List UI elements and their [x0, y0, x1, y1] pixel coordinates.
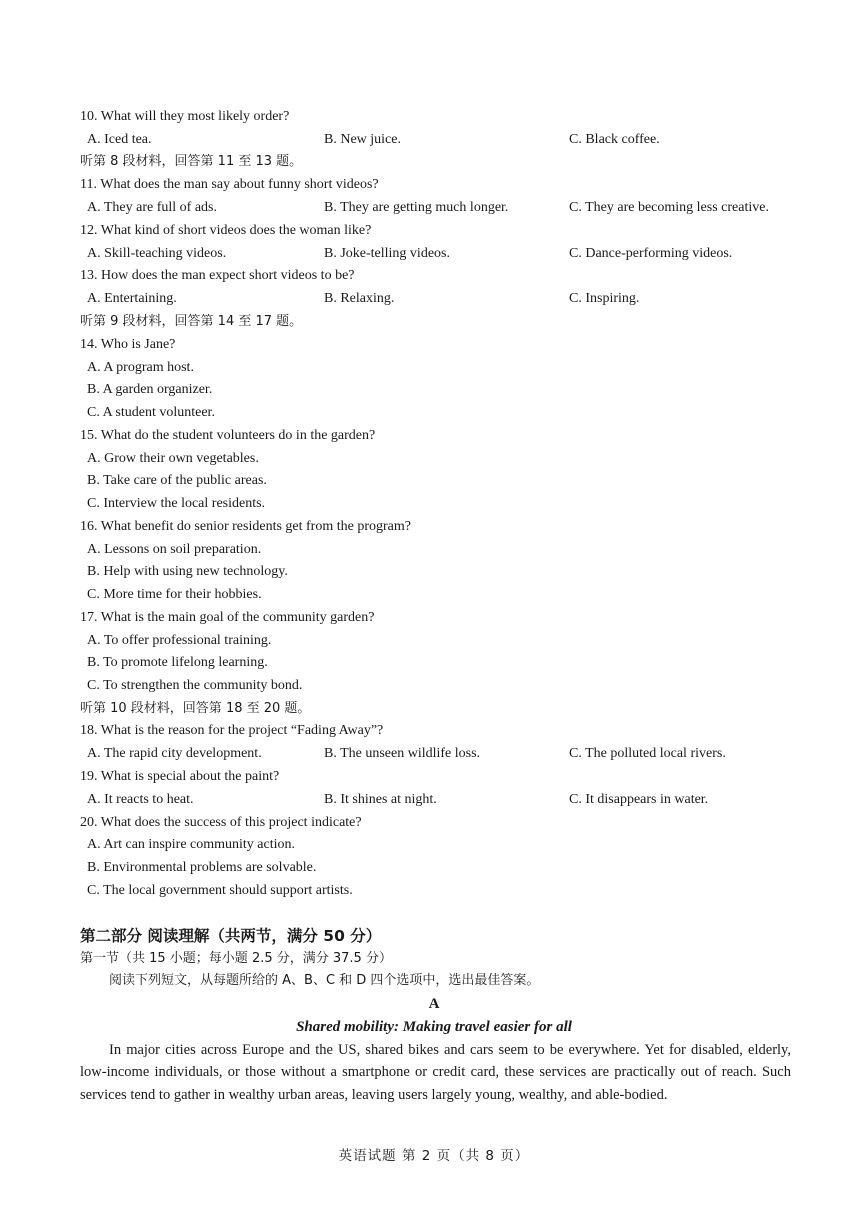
question-16: 16. What benefit do senior residents get from the program?: [80, 519, 411, 534]
q16-option-b: B. Help with using new technology.: [87, 564, 288, 579]
q16-option-c: C. More time for their hobbies.: [87, 587, 262, 602]
page-footer: 英语试题 第 2 页（共 8 页）: [338, 1148, 530, 1164]
question-12: 12. What kind of short videos does the woman like?: [80, 223, 372, 238]
q17-option-a: A. To offer professional training.: [87, 633, 272, 648]
q17-option-c: C. To strengthen the community bond.: [87, 678, 303, 693]
question-10: 10. What will they most likely order?: [80, 109, 290, 124]
q19-option-a: A. It reacts to heat.: [87, 792, 194, 807]
instruction-section-8: 听第 8 段材料，回答第 11 至 13 题。: [80, 154, 303, 169]
q19-option-c: C. It disappears in water.: [569, 792, 709, 807]
question-14: 14. Who is Jane?: [80, 337, 176, 352]
q14-option-c: C. A student volunteer.: [87, 405, 215, 420]
q14-option-a: A. A program host.: [87, 360, 194, 375]
q15-option-b: B. Take care of the public areas.: [87, 473, 267, 488]
q12-option-c: C. Dance-performing videos.: [569, 246, 733, 261]
question-20: 20. What does the success of this project indicate?: [80, 815, 362, 830]
reading-instruction: 阅读下列短文，从每题所给的 A、B、C 和 D 四个选项中，选出最佳答案。: [109, 973, 540, 988]
passage-letter: A: [428, 996, 440, 1012]
passage-title: Shared mobility: Making travel easier for all: [296, 1019, 572, 1035]
passage-paragraph: In major cities across Europe and the US, shared bikes and cars seem to be everywhere. Yet for disabled, elderly, low-income individuals, or those without a smartphone or credit card, these services are practically out of reach. Such services tend to gather in wealthy urban areas, leaving users largely young, wealthy, and able-bodied.: [80, 1042, 791, 1103]
q11-option-c: C. They are becoming less creative.: [569, 200, 769, 215]
q20-option-a: A. Art can inspire community action.: [87, 837, 296, 852]
section-one-heading: 第一节（共 15 小题；每小题 2.5 分，满分 37.5 分）: [80, 951, 392, 966]
q12-option-b: B. Joke-telling videos.: [324, 246, 450, 261]
question-17: 17. What is the main goal of the community garden?: [80, 610, 375, 625]
instruction-section-10: 听第 10 段材料，回答第 18 至 20 题。: [80, 701, 311, 716]
q18-option-b: B. The unseen wildlife loss.: [324, 746, 481, 761]
q20-option-c: C. The local government should support artists.: [87, 883, 353, 898]
question-11: 11. What does the man say about funny short videos?: [80, 177, 379, 192]
q10-option-a: A. Iced tea.: [87, 132, 152, 147]
instruction-section-9: 听第 9 段材料，回答第 14 至 17 题。: [80, 314, 303, 329]
q11-option-b: B. They are getting much longer.: [324, 200, 509, 215]
q16-option-a: A. Lessons on soil preparation.: [87, 542, 262, 557]
q11-option-a: A. They are full of ads.: [87, 200, 217, 215]
q20-option-b: B. Environmental problems are solvable.: [87, 860, 317, 875]
part-two-heading: 第二部分 阅读理解（共两节，满分 50 分）: [80, 927, 382, 945]
question-13: 13. How does the man expect short videos to be?: [80, 268, 355, 283]
q10-option-b: B. New juice.: [324, 132, 401, 147]
q10-option-c: C. Black coffee.: [569, 132, 660, 147]
q13-option-b: B. Relaxing.: [324, 291, 395, 306]
question-15: 15. What do the student volunteers do in the garden?: [80, 428, 376, 443]
q15-option-a: A. Grow their own vegetables.: [87, 451, 259, 466]
q18-option-c: C. The polluted local rivers.: [569, 746, 726, 761]
q17-option-b: B. To promote lifelong learning.: [87, 655, 268, 670]
question-18: 18. What is the reason for the project “Fading Away”?: [80, 723, 384, 738]
q13-option-c: C. Inspiring.: [569, 291, 640, 306]
q12-option-a: A. Skill-teaching videos.: [87, 246, 227, 261]
q19-option-b: B. It shines at night.: [324, 792, 437, 807]
q13-option-a: A. Entertaining.: [87, 291, 177, 306]
q14-option-b: B. A garden organizer.: [87, 382, 213, 397]
question-19: 19. What is special about the paint?: [80, 769, 280, 784]
q18-option-a: A. The rapid city development.: [87, 746, 262, 761]
q15-option-c: C. Interview the local residents.: [87, 496, 266, 511]
